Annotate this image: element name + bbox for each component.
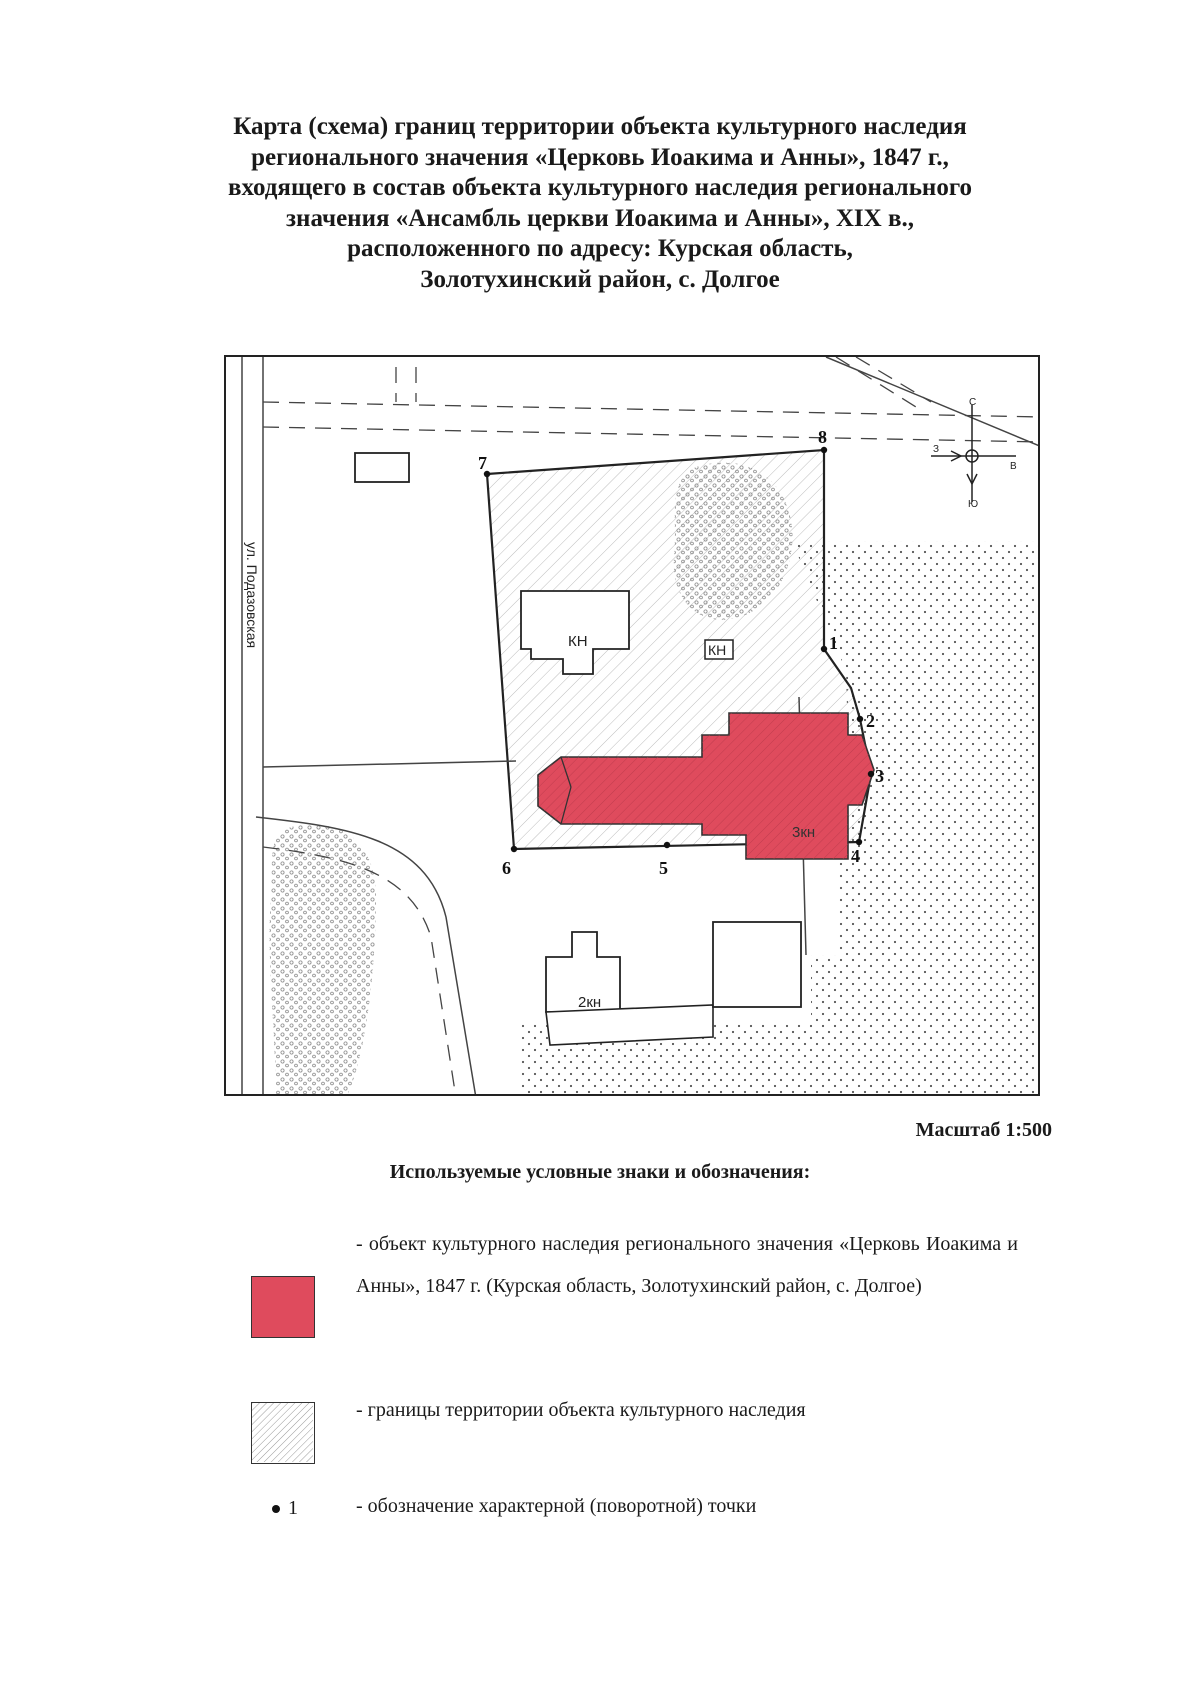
point-4 xyxy=(856,839,862,845)
map-scale: Масштаб 1:500 xyxy=(915,1119,1052,1141)
point-label-2: 2 xyxy=(866,711,875,731)
title-line-5: расположенного по адресу: Курская область, xyxy=(347,235,853,262)
building-south-east xyxy=(713,922,801,1007)
label-2kn: 2кн xyxy=(578,994,602,1011)
point-label-6: 6 xyxy=(502,858,511,878)
point-dot-icon xyxy=(272,1505,280,1513)
compass-east: В xyxy=(1010,461,1017,472)
compass-icon xyxy=(931,405,1016,502)
street-label: ул. Подазовская xyxy=(244,542,260,649)
point-label-3: 3 xyxy=(875,766,884,786)
point-8 xyxy=(821,447,827,453)
point-label-7: 7 xyxy=(478,453,487,473)
title-line-1: Карта (схема) границ территории объекта культурного наследия xyxy=(233,113,967,140)
point-5 xyxy=(664,842,670,848)
tree-cluster-southwest xyxy=(270,825,376,1096)
point-1 xyxy=(821,646,827,652)
point-label-4: 4 xyxy=(851,846,860,866)
title-line-4: значения «Ансамбль церкви Иоакима и Анны», XIX в., xyxy=(286,204,914,232)
legend-title: Используемые условные знаки и обозначения: xyxy=(389,1161,811,1183)
legend-point-symbol xyxy=(272,1497,298,1520)
point-6 xyxy=(511,846,517,852)
legend-territory-text: - границы территории объекта культурного наследия xyxy=(356,1399,806,1421)
legend-territory-swatch xyxy=(251,1402,315,1464)
title-line-2: регионального значения «Церковь Иоакима и Анны», 1847 г., xyxy=(251,143,949,171)
point-3 xyxy=(868,771,874,777)
point-label-8: 8 xyxy=(818,427,827,447)
site-plan-map xyxy=(224,355,1040,1096)
map-title xyxy=(150,112,1050,295)
building-2kn-annex xyxy=(546,1005,713,1045)
title-line-3: входящего в состав объекта культурного наследия регионального xyxy=(227,174,973,201)
legend-church-text: - объект культурного наследия регионального значения «Церковь Иоакима и Анны», 1847 г. (Курская область, Золотухинский район, с. Долгое) xyxy=(356,1233,1018,1297)
compass-west: З xyxy=(933,444,940,455)
label-kn-small: КН xyxy=(708,642,727,658)
title-line-6: Золотухинский район, с. Долгое xyxy=(420,265,780,293)
legend-point-number: 1 xyxy=(288,1497,298,1519)
legend-point-text: - обозначение характерной (поворотной) точки xyxy=(356,1495,757,1517)
point-label-5: 5 xyxy=(659,858,668,878)
label-3kn: 3кн xyxy=(792,824,816,841)
point-label-1: 1 xyxy=(829,633,838,653)
site-plan-svg xyxy=(226,357,1040,1096)
point-2 xyxy=(857,716,863,722)
building-small-northwest xyxy=(355,453,409,482)
legend-church-swatch xyxy=(251,1276,315,1338)
compass-north: С xyxy=(969,397,977,408)
compass-south: Ю xyxy=(968,499,979,510)
label-kn-large: КН xyxy=(568,633,588,650)
